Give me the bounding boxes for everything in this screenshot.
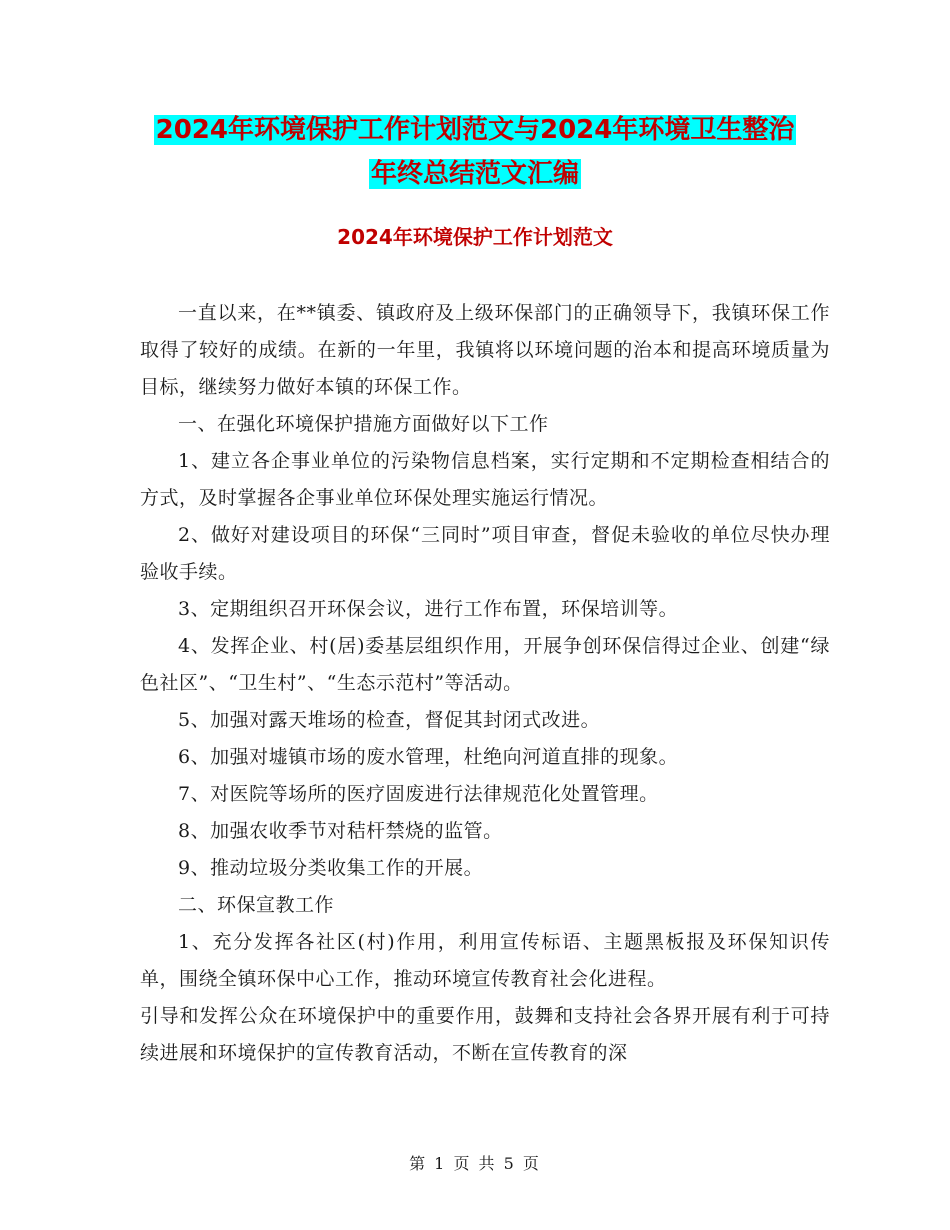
section-title: 2024年环境保护工作计划范文 <box>337 225 613 249</box>
paragraph: 引导和发挥公众在环境保护中的重要作用，鼓舞和支持社会各界开展有利于可持续进展和环境保护的宣传教育活动，不断在宣传教育的深 <box>140 1005 830 1064</box>
paragraph: 6、加强对墟镇市场的废水管理，杜绝向河道直排的现象。 <box>178 746 679 768</box>
paragraph: 一直以来，在**镇委、镇政府及上级环保部门的正确领导下，我镇环保工作取得了较好的成绩。在新的一年里，我镇将以环境问题的治本和提高环境质量为目标，继续努力做好本镇的环保工作。 <box>140 302 830 398</box>
document-title-line-2-text: 年终总结范文汇编 <box>370 159 579 189</box>
paragraph: 1、建立各企事业单位的污染物信息档案，实行定期和不定期检查相结合的方式，及时掌握各企事业单位环保处理实施运行情况。 <box>140 450 830 509</box>
document-title-line-1 <box>0 112 950 148</box>
paragraph: 9、推动垃圾分类收集工作的开展。 <box>178 857 484 879</box>
document-body <box>140 295 830 1072</box>
paragraph: 一、在强化环境保护措施方面做好以下工作 <box>178 413 549 435</box>
paragraph: 1、充分发挥各社区(村)作用，利用宣传标语、主题黑板报及环保知识传单，围绕全镇环保中心工作，推动环境宣传教育社会化进程。 <box>140 931 830 990</box>
document-title-line-1-text: 2024年环境保护工作计划范文与2024年环境卫生整治 <box>155 115 795 145</box>
paragraph: 8、加强农收季节对秸杆禁烧的监管。 <box>178 820 503 842</box>
page-footer: 第 1 页 共 5 页 <box>409 1154 541 1173</box>
paragraph: 二、环保宣教工作 <box>178 894 335 916</box>
paragraph: 2、做好对建设项目的环保“三同时”项目审查，督促未验收的单位尽快办理验收手续。 <box>140 524 830 583</box>
paragraph: 7、对医院等场所的医疗固废进行法律规范化处置管理。 <box>178 783 659 805</box>
paragraph: 5、加强对露天堆场的检查，督促其封闭式改进。 <box>178 709 601 731</box>
document-title-line-2 <box>0 156 950 192</box>
paragraph: 3、定期组织召开环保会议，进行工作布置，环保培训等。 <box>178 598 679 620</box>
paragraph: 4、发挥企业、村(居)委基层组织作用，开展争创环保信得过企业、创建“绿色社区”、“卫生村”、“生态示范村”等活动。 <box>140 635 830 694</box>
